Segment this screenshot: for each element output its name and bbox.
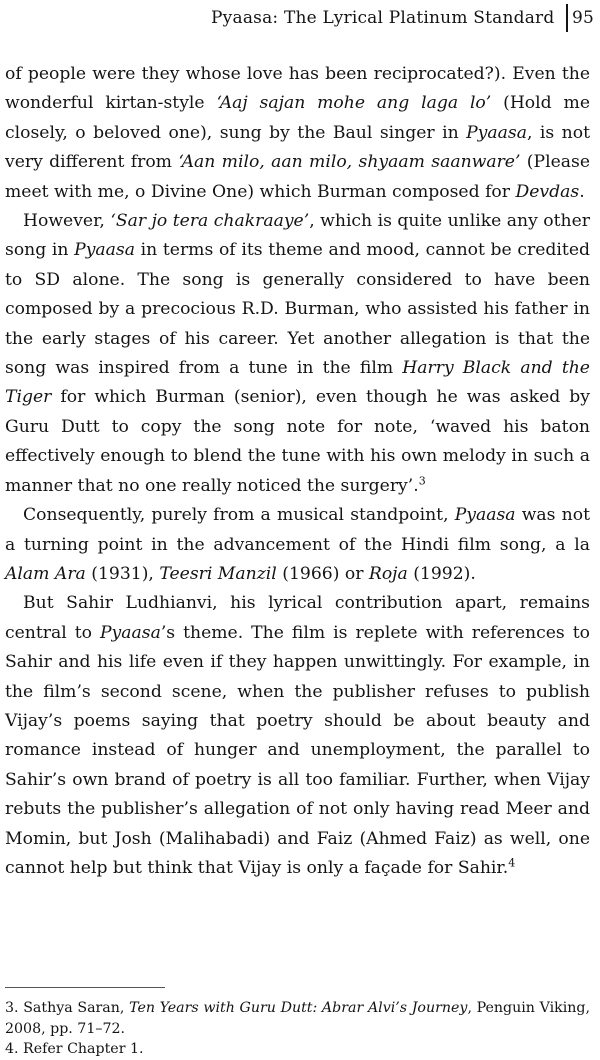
text-run: , which is quite unlike any other song in — [5, 211, 591, 261]
italic-text: ‘Aan milo, aan milo, shyaam saanware’ — [178, 152, 521, 173]
footnote-rule — [5, 987, 165, 988]
text-run: (1992). — [407, 563, 476, 584]
text-run: (1966) or — [276, 563, 369, 584]
running-title: Pyaasa: The Lyrical Platinum Standard — [211, 8, 555, 28]
body-text — [5, 60, 590, 883]
footnote-reference: 3 — [418, 473, 426, 487]
italic-text: Pyaasa — [74, 240, 135, 261]
text-run: 4. Refer Chapter 1. — [5, 1041, 144, 1057]
text-run: in terms of its theme and mood, cannot be credited to SD alone. The song is generally considered to have been composed by a precocious R.D. Burman, who assisted his father in the early stages of his career. Yet another allegation is that the song was inspired from a tune in the film — [5, 240, 590, 379]
paragraph — [5, 207, 590, 501]
italic-text: Teesri Manzil — [159, 563, 277, 584]
italic-text: Pyaasa — [99, 622, 161, 643]
text-run: was not a turning point in the advancement of the Hindi film song, a la — [5, 505, 590, 555]
footnote — [5, 998, 590, 1039]
header-divider — [566, 4, 568, 32]
footnote — [5, 1039, 590, 1060]
italic-text: Pyaasa — [454, 505, 516, 526]
text-run: Consequently, purely from a musical standpoint, — [23, 505, 455, 526]
italic-text: Ten Years with Guru Dutt: Abrar Alvi’s Journey — [129, 1000, 468, 1016]
text-run: But Sahir Ludhianvi, his lyrical contribution apart, remains central to — [5, 593, 590, 643]
paragraph — [5, 501, 590, 589]
text-run: , Penguin Viking, 2008, pp. 71–72. — [5, 1000, 591, 1037]
running-header — [211, 4, 594, 32]
italic-text: Roja — [368, 563, 408, 584]
text-run: However, — [23, 211, 111, 232]
italic-text: Alam Ara — [5, 563, 86, 584]
text-run: for which Burman (senior), even though he was asked by Guru Dutt to copy the song note for note, ‘waved his baton effectively enough to blend the tune with his own melody in such a manner that no one really noticed the surgery’. — [5, 387, 590, 496]
paragraph — [5, 60, 590, 207]
text-run: . — [579, 181, 585, 202]
paragraph — [5, 589, 590, 883]
text-run: (Hold me closely, o beloved one), sung by the Baul singer in — [5, 93, 590, 143]
text-run: ’s theme. The film is replete with references to Sahir and his life even if they happen unwittingly. For example, in the film’s second scene, when the publisher refuses to publish Vijay’s poems saying that poetry should be about beauty and romance instead of hunger and unemployment, the parallel to Sahir’s own brand of poetry is all too familiar. Further, when Vijay rebuts the publisher’s allegation of not only having read Meer and Momin, but Josh (Malihabadi) and Faiz (Ahmed Faiz) as well, one cannot help but think that Vijay is only a façade for Sahir. — [5, 622, 590, 878]
italic-text: ‘Aaj sajan mohe ang laga lo’ — [216, 93, 492, 114]
footnote-reference: 4 — [508, 856, 516, 870]
text-run: (1931), — [85, 563, 160, 584]
text-run: of people were they whose love has been reciprocated?). Even the wonderful kirtan-style — [5, 64, 590, 114]
italic-text: Devdas — [515, 181, 580, 202]
footnotes — [5, 998, 590, 1060]
text-run: 3. Sathya Saran, — [5, 1000, 130, 1016]
page-number: 95 — [571, 8, 594, 28]
italic-text: Harry Black and the Tiger — [5, 358, 590, 408]
text-run: (Please meet with me, o Divine One) which Burman composed for — [5, 152, 590, 202]
italic-text: Pyaasa — [466, 122, 527, 143]
text-run: , is not very different from — [5, 122, 590, 173]
italic-text: ‘Sar jo tera chakraaye’ — [110, 211, 310, 232]
